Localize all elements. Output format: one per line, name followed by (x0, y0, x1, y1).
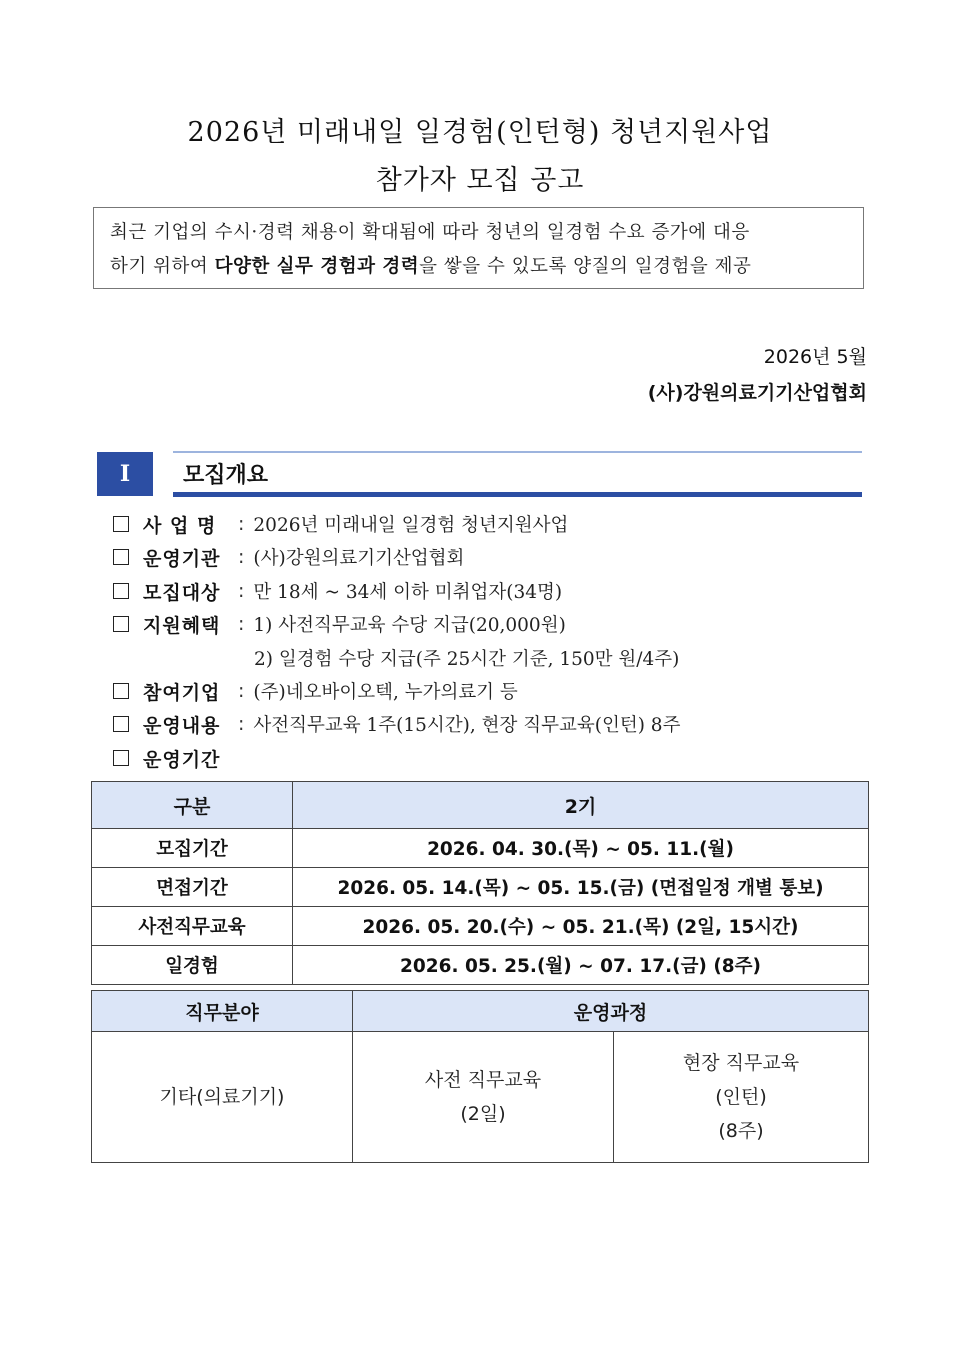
course-name: 사전 직무교육 (424, 1069, 542, 1091)
item-value: 사전직무교육 1주(15시간), 현장 직무교육(인턴) 8주 (253, 715, 681, 736)
list-item (113, 708, 680, 740)
announcement-date: 2026년 5월 (763, 346, 867, 368)
row-value: 2026. 05. 25.(월) ~ 07. 17.(금) (8주) (293, 946, 869, 985)
checkbox-icon (113, 516, 129, 532)
checkbox-icon (113, 683, 129, 699)
job-field-cell: 기타(의료기기) (92, 1032, 353, 1163)
item-label: 운영기관 (143, 547, 221, 570)
item-value: (주)네오바이오텍, 누가의료기 등 (253, 682, 518, 703)
course-pre-training (353, 1032, 614, 1163)
header-category: 구분 (92, 782, 293, 829)
intro-box (93, 207, 864, 289)
table-row (92, 868, 869, 907)
item-label: 참여기업 (143, 681, 221, 704)
document-title: 2026년 미래내일 일경험(인턴형) 청년지원사업 (187, 117, 773, 148)
table-row (92, 1032, 869, 1163)
row-value: 2026. 05. 20.(수) ~ 05. 21.(목) (2일, 15시간) (293, 907, 869, 946)
course-type: (인턴) (715, 1086, 767, 1108)
course-duration: (2일) (460, 1103, 506, 1125)
item-value: 2026년 미래내일 일경험 청년지원사업 (253, 515, 569, 536)
item-colon: : (238, 580, 245, 602)
header-course: 운영과정 (353, 991, 869, 1032)
list-item (113, 541, 464, 573)
item-label: 모집대상 (143, 581, 221, 604)
checkbox-icon (113, 616, 129, 632)
list-item (113, 575, 562, 607)
schedule-table (91, 781, 869, 985)
section-divider-top (173, 451, 862, 453)
item-value: (사)강원의료기기산업협회 (253, 548, 465, 569)
header-job-field: 직무분야 (92, 991, 353, 1032)
checkbox-icon (113, 583, 129, 599)
section-number: Ⅰ (97, 452, 153, 496)
list-item-continuation (254, 642, 679, 674)
row-label: 면접기간 (92, 868, 293, 907)
table-header-row (92, 991, 869, 1032)
item-value: 1) 사전직무교육 수당 지급(20,000원) (253, 615, 566, 636)
item-colon: : (238, 680, 245, 702)
table-header-row (92, 782, 869, 829)
intro-text: 하기 위하여 (110, 256, 215, 277)
item-colon: : (238, 513, 245, 535)
row-label: 사전직무교육 (92, 907, 293, 946)
row-label: 모집기간 (92, 829, 293, 868)
item-colon: : (238, 713, 245, 735)
jobs-table (91, 990, 869, 1163)
item-label: 사 업 명 (143, 514, 217, 537)
item-label: 지원혜택 (143, 614, 221, 637)
row-value: 2026. 04. 30.(목) ~ 05. 11.(월) (293, 829, 869, 868)
item-label: 운영기간 (143, 748, 221, 771)
list-item (113, 742, 229, 774)
row-label: 일경험 (92, 946, 293, 985)
checkbox-icon (113, 549, 129, 565)
intro-emphasis: 다양한 실무 경험과 경력 (214, 256, 420, 277)
organization-name: (사)강원의료기기산업협회 (647, 382, 867, 404)
section-divider-bottom (173, 492, 862, 497)
row-value: 2026. 05. 14.(목) ~ 05. 15.(금) (면접일정 개별 통보) (293, 868, 869, 907)
header-cohort: 2기 (293, 782, 869, 829)
course-duration: (8주) (718, 1120, 764, 1142)
item-colon: : (238, 613, 245, 635)
course-name: 현장 직무교육 (682, 1052, 800, 1074)
list-item (113, 508, 568, 540)
list-item (113, 608, 566, 640)
course-internship (614, 1032, 869, 1163)
table-row (92, 907, 869, 946)
checkbox-icon (113, 750, 129, 766)
item-colon: : (238, 546, 245, 568)
item-value: 2) 일경험 수당 지급(주 25시간 기준, 150만 원/4주) (254, 649, 680, 670)
section-title: 모집개요 (183, 463, 269, 488)
checkbox-icon (113, 716, 129, 732)
table-row (92, 946, 869, 985)
item-value: 만 18세 ~ 34세 이하 미취업자(34명) (253, 582, 563, 603)
intro-line-1: 최근 기업의 수시·경력 채용이 확대됨에 따라 청년의 일경험 수요 증가에 대응 (110, 222, 750, 243)
intro-text-end: 을 쌓을 수 있도록 양질의 일경험을 제공 (419, 256, 752, 277)
intro-line-2 (110, 250, 849, 284)
document-subtitle: 참가자 모집 공고 (375, 165, 585, 196)
list-item (113, 675, 518, 707)
table-row (92, 829, 869, 868)
item-label: 운영내용 (143, 714, 221, 737)
